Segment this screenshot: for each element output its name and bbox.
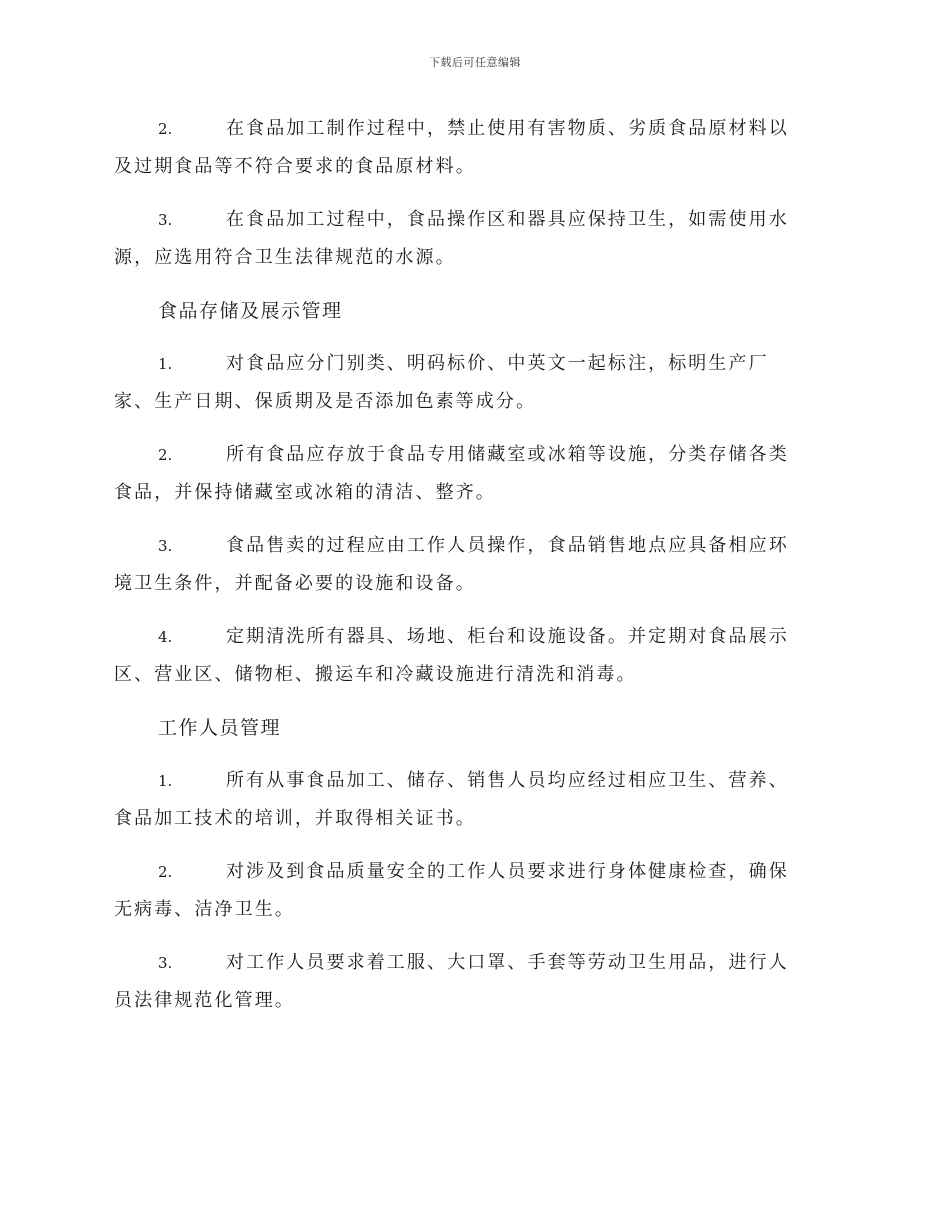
item-text-continued: 区、营业区、储物柜、搬运车和冷藏设施进行清洗和消毒。 [114, 664, 637, 685]
section-heading-staff: 工作人员管理 [158, 717, 282, 739]
document-body [114, 110, 836, 1035]
item-text-continued: 源，应选用符合卫生法律规范的水源。 [114, 247, 456, 268]
list-item [114, 345, 836, 421]
item-text-continued: 食品加工技术的培训，并取得相关证书。 [114, 808, 476, 829]
page-header: 下载后可任意编辑 [429, 56, 521, 69]
list-item [114, 762, 836, 838]
list-item [114, 618, 836, 694]
item-text-continued: 无病毒、洁净卫生。 [114, 899, 295, 920]
item-text: 对食品应分门别类、明码标价、中英文一起标注，标明生产厂 [226, 353, 769, 374]
item-text: 在食品加工制作过程中，禁止使用有害物质、劣质食品原材料以 [226, 118, 789, 139]
section-heading-storage: 食品存储及展示管理 [158, 300, 343, 322]
item-text-continued: 家、生产日期、保质期及是否添加色素等成分。 [114, 391, 537, 412]
item-number: 3. [158, 537, 173, 555]
item-number: 2. [158, 120, 173, 138]
item-number: 2. [158, 446, 173, 464]
item-text-continued: 食品，并保持储藏室或冰箱的清洁、整齐。 [114, 482, 496, 503]
item-number: 4. [158, 628, 173, 646]
item-text: 所有从事食品加工、储存、销售人员均应经过相应卫生、营养、 [226, 770, 789, 791]
item-text: 食品售卖的过程应由工作人员操作，食品销售地点应具备相应环 [226, 535, 789, 556]
item-number: 3. [158, 211, 173, 229]
item-text-continued: 员法律规范化管理。 [114, 990, 295, 1011]
list-item [114, 944, 836, 1020]
item-text-continued: 境卫生条件，并配备必要的设施和设备。 [114, 573, 476, 594]
item-number: 3. [158, 954, 173, 972]
item-text-continued: 及过期食品等不符合要求的食品原材料。 [114, 156, 476, 177]
item-text: 对涉及到食品质量安全的工作人员要求进行身体健康检查，确保 [226, 861, 789, 882]
item-text: 定期清洗所有器具、场地、柜台和设施设备。并定期对食品展示 [226, 626, 789, 647]
list-item [114, 527, 836, 603]
item-number: 1. [158, 772, 173, 790]
item-text: 所有食品应存放于食品专用储藏室或冰箱等设施，分类存储各类 [226, 444, 789, 465]
list-item [114, 436, 836, 512]
list-item [114, 853, 836, 929]
list-item [114, 201, 836, 277]
item-number: 2. [158, 863, 173, 881]
item-text: 对工作人员要求着工服、大口罩、手套等劳动卫生用品，进行人 [226, 952, 789, 973]
item-number: 1. [158, 355, 173, 373]
item-text: 在食品加工过程中，食品操作区和器具应保持卫生，如需使用水 [226, 209, 789, 230]
list-item [114, 110, 836, 186]
